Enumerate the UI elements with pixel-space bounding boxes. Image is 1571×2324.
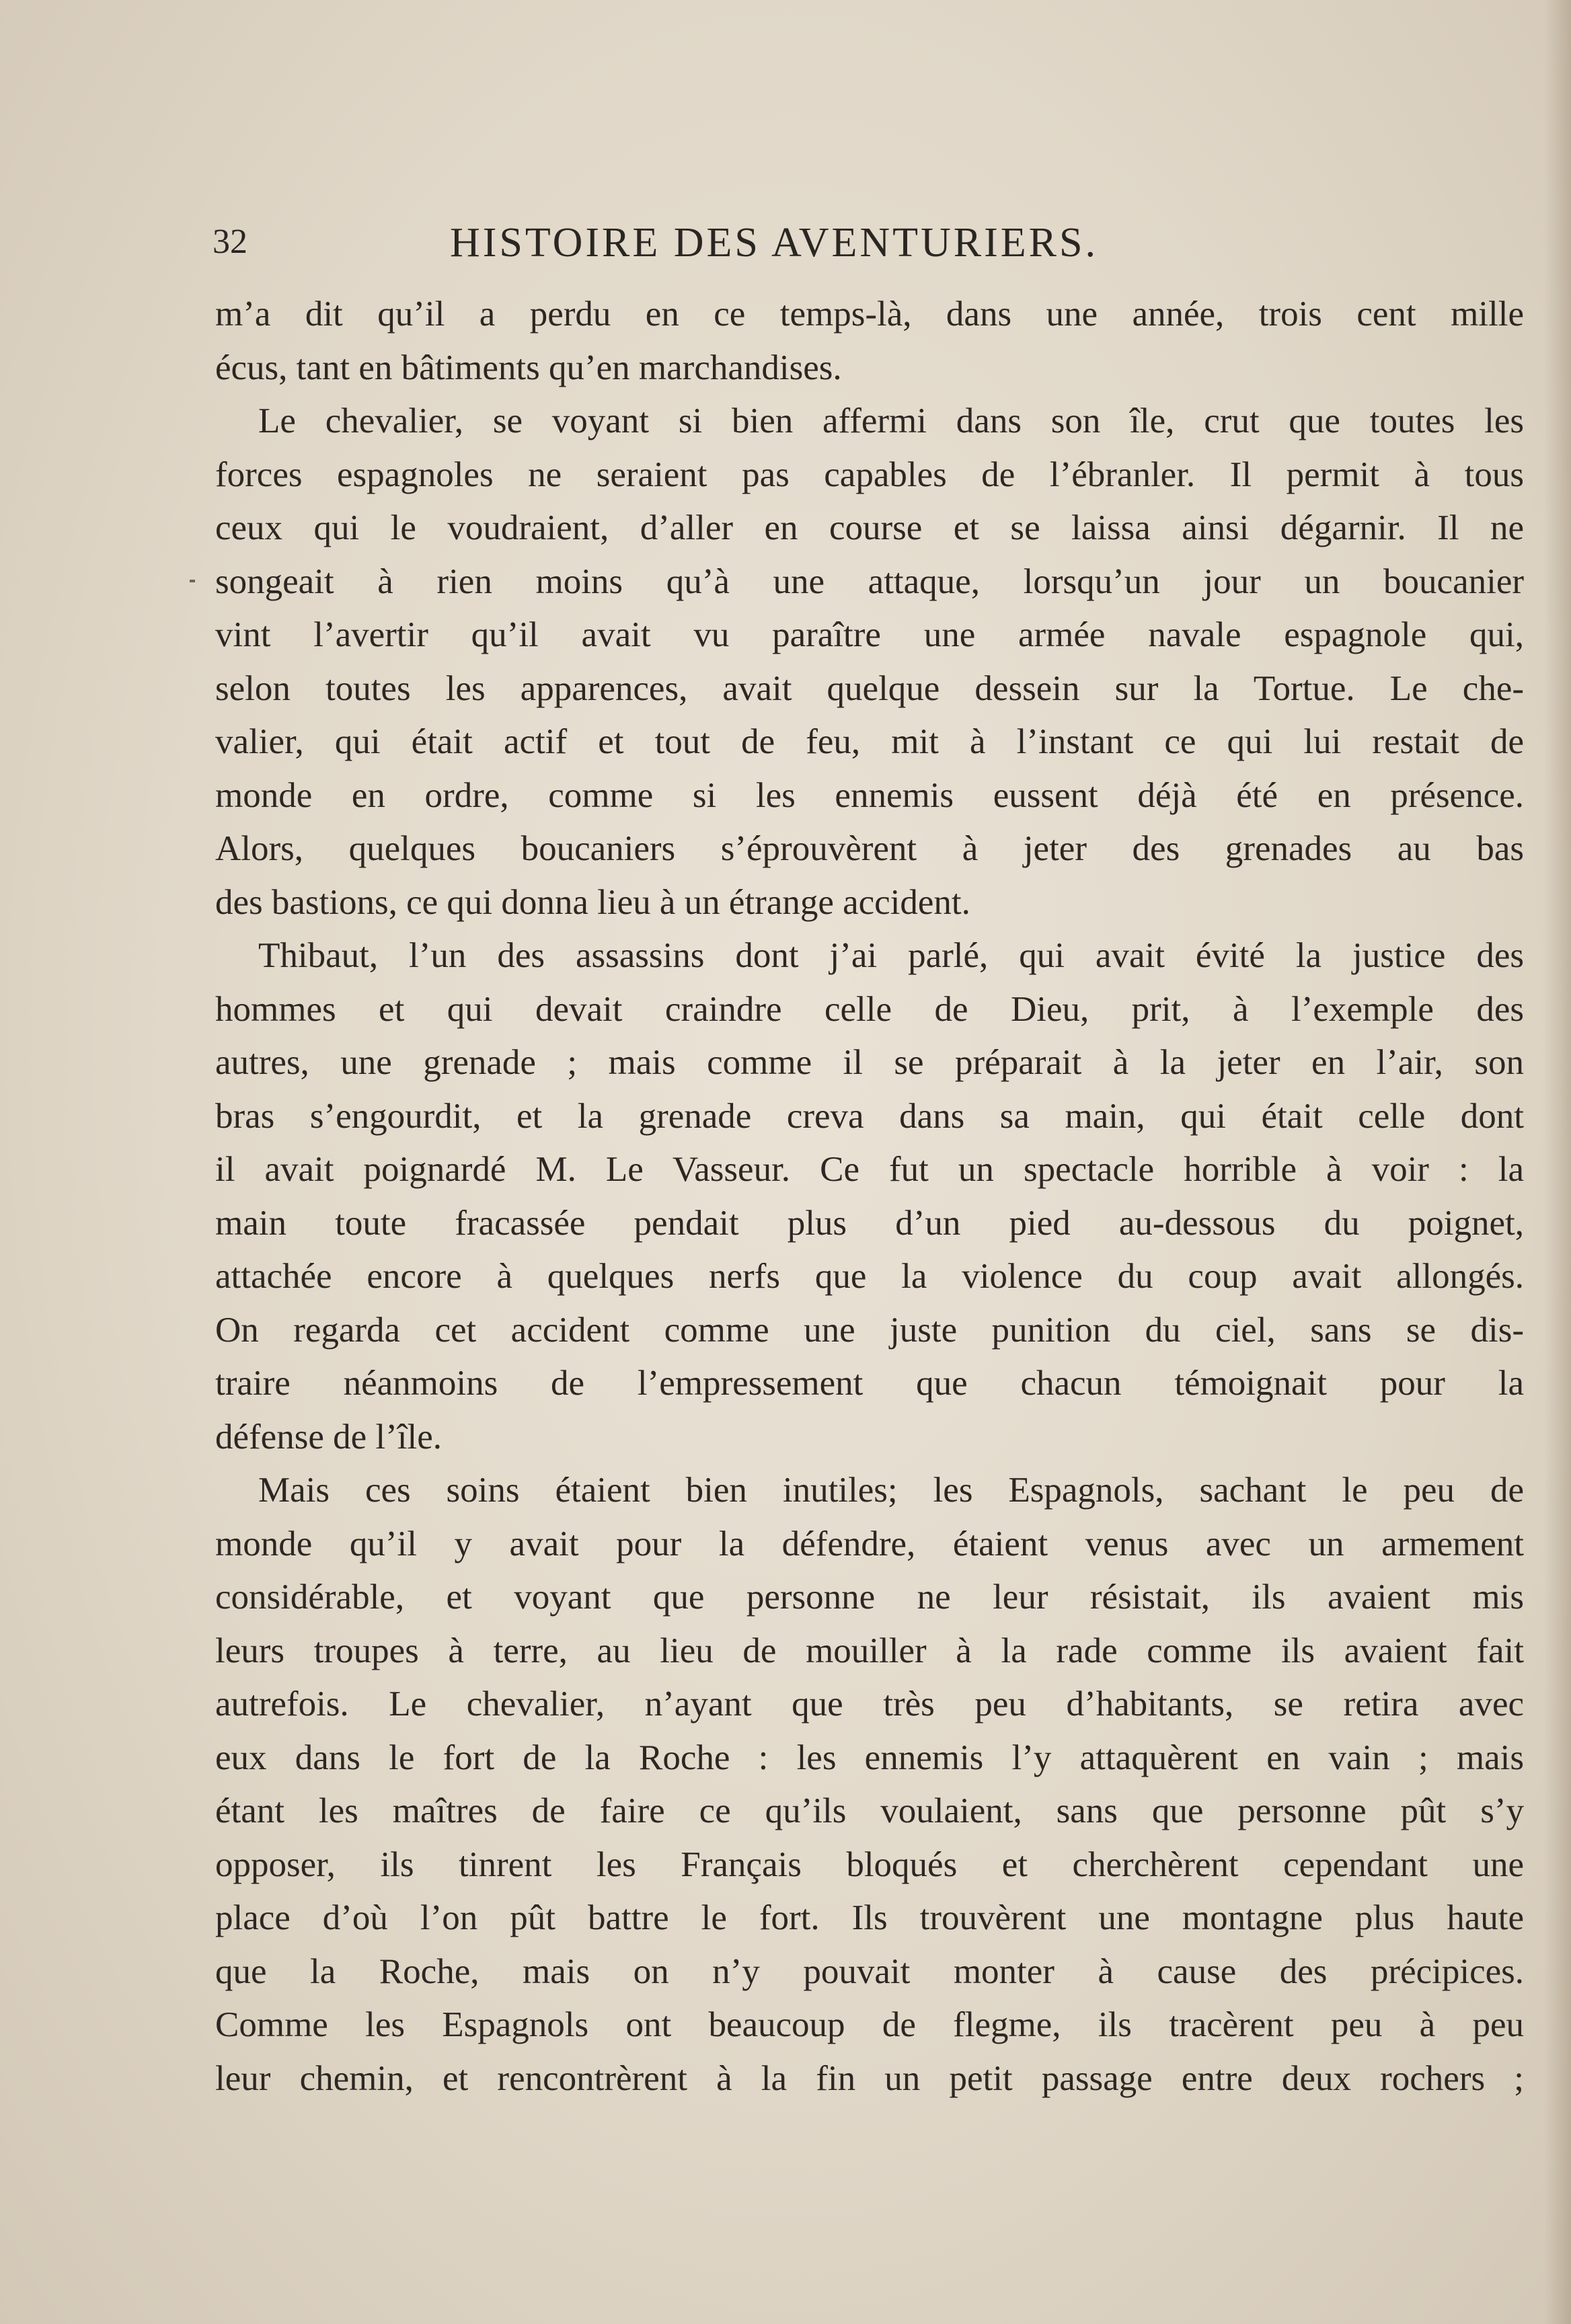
text-line: autres, une grenade ; mais comme il se préparait à la jeter en l’air, son xyxy=(215,1043,1524,1082)
page-header xyxy=(213,214,1241,274)
text-line: étant les maîtres de faire ce qu’ils voulaient, sans que personne pût s’y xyxy=(215,1791,1524,1830)
text-line: eux dans le fort de la Roche : les ennemis l’y attaquèrent en vain ; mais xyxy=(215,1738,1524,1777)
text-line: leurs troupes à terre, au lieu de mouiller à la rade comme ils avaient fait xyxy=(215,1631,1524,1670)
text-line: défense de l’île. xyxy=(215,1417,442,1457)
text-line: leur chemin, et rencontrèrent à la fin un petit passage entre deux rochers ; xyxy=(215,2058,1524,2098)
text-line: valier, qui était actif et tout de feu, mit à l’instant ce qui lui restait de xyxy=(215,722,1524,761)
text-line: Comme les Espagnols ont beaucoup de flegme, ils tracèrent peu à peu xyxy=(215,2005,1524,2044)
text-line: Thibaut, l’un des assassins dont j’ai parlé, qui avait évité la justice des xyxy=(258,936,1524,975)
text-line: que la Roche, mais on n’y pouvait monter à cause des précipices. xyxy=(215,1951,1524,1991)
text-line: hommes et qui devait craindre celle de Dieu, prit, à l’exemple des xyxy=(215,989,1524,1029)
text-line: main toute fracassée pendait plus d’un pied au-dessous du poignet, xyxy=(215,1203,1524,1243)
text-line: vint l’avertir qu’il avait vu paraître une armée navale espagnole qui, xyxy=(215,615,1524,654)
text-line: opposer, ils tinrent les Français bloqués et cherchèrent cependant une xyxy=(215,1845,1524,1884)
text-line: Mais ces soins étaient bien inutiles; les Espagnols, sachant le peu de xyxy=(258,1471,1524,1510)
text-line: songeait à rien moins qu’à une attaque, lorsqu’un jour un boucanier xyxy=(215,561,1524,601)
text-line: bras s’engourdit, et la grenade creva dans sa main, qui était celle dont xyxy=(215,1096,1524,1136)
text-line: traire néanmoins de l’empressement que chacun témoignait pour la xyxy=(215,1364,1524,1403)
margin-mark xyxy=(190,580,195,582)
text-line: attachée encore à quelques nerfs que la violence du coup avait allongés. xyxy=(215,1257,1524,1296)
text-line: autrefois. Le chevalier, n’ayant que très peu d’habitants, se retira avec xyxy=(215,1684,1524,1723)
text-line: écus, tant en bâtiments qu’en marchandises. xyxy=(215,348,842,387)
text-line: Le chevalier, se voyant si bien affermi dans son île, crut que toutes les xyxy=(258,401,1524,440)
text-line: selon toutes les apparences, avait quelque dessein sur la Tortue. Le che- xyxy=(215,668,1524,708)
text-line: des bastions, ce qui donna lieu à un étrange accident. xyxy=(215,882,970,922)
text-line: forces espagnoles ne seraient pas capables de l’ébranler. Il permit à tous xyxy=(215,455,1524,494)
text-line: On regarda cet accident comme une juste punition du ciel, sans se dis- xyxy=(215,1310,1524,1350)
running-title: HISTOIRE DES AVENTURIERS. xyxy=(449,220,1099,266)
text-line: il avait poignardé M. Le Vasseur. Ce fut un spectacle horrible à voir : la xyxy=(215,1150,1524,1189)
body-text xyxy=(215,288,1524,2105)
text-line: monde en ordre, comme si les ennemis eussent déjà été en présence. xyxy=(215,775,1524,815)
text-line: Alors, quelques boucaniers s’éprouvèrent à jeter des grenades au bas xyxy=(215,829,1524,868)
page-edge-shadow xyxy=(1544,0,1571,2324)
text-line: m’a dit qu’il a perdu en ce temps-là, dans une année, trois cent mille xyxy=(215,295,1524,334)
text-line: ceux qui le voudraient, d’aller en course et se laissa ainsi dégarnir. Il ne xyxy=(215,508,1524,547)
text-line: monde qu’il y avait pour la défendre, étaient venus avec un armement xyxy=(215,1524,1524,1563)
text-line: place d’où l’on pût battre le fort. Ils trouvèrent une montagne plus haute xyxy=(215,1898,1524,1937)
page-number: 32 xyxy=(213,223,247,261)
text-line: considérable, et voyant que personne ne leur résistait, ils avaient mis xyxy=(215,1578,1524,1617)
